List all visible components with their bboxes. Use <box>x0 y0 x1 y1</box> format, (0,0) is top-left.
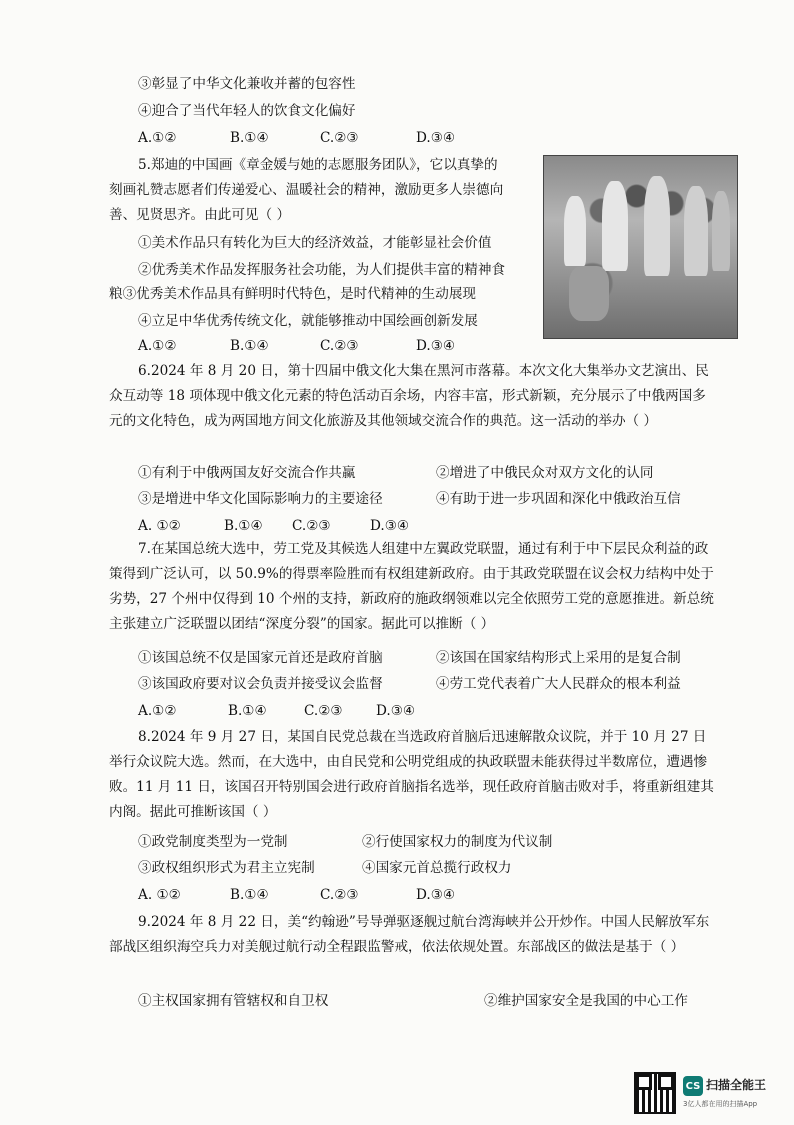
q4-choices <box>138 128 455 148</box>
choice-d: D.③④ <box>416 887 456 903</box>
q7-option-4: ④劳工党代表着广大人民群众的根本利益 <box>436 676 681 692</box>
q8-option-3: ③政权组织形式为君主立宪制 <box>138 860 315 876</box>
q8-option-4: ④国家元首总揽行政权力 <box>362 860 512 876</box>
q6-stem: 6.2024 年 8 月 20 日，第十四届中俄文化大集在黑河市落幕。本次文化大集举办文艺演出、民众互动等 18 项体现中俄文化元素的特色活动百余场，内容丰富，形式新颖，充分展示了中俄两国多元的文化特色，成为两国地方间文化旅游及其他领域交流合作的典范。这一活动的举办（ ） <box>109 363 709 429</box>
q8-stem: 8.2024 年 9 月 27 日，某国自民党总裁在当选政府首脑后迅速解散众议院，并于 10 月 27 日举行众议院大选。然而，在大选中，由自民党和公明党组成的执政联盟未能获得过半数席位，遭遇惨败。11 月 11 日，该国召开特别国会进行政府首脑指名选举，现任政府首脑击败对手，将重新组建其内阁。据此可推断该国（ ） <box>109 729 714 820</box>
choice-a: A.①② <box>138 338 177 354</box>
q7-option-1: ①该国总统不仅是国家元首还是政府首脑 <box>138 650 383 666</box>
q9-option-1: ①主权国家拥有管辖权和自卫权 <box>138 993 329 1009</box>
choice-a: A. ①② <box>138 518 181 534</box>
choice-c: C.②③ <box>304 703 343 719</box>
choice-b: B.①④ <box>230 887 269 903</box>
camscanner-logo-icon: CS <box>683 1076 703 1096</box>
q6-option-3: ③是增进中华文化国际影响力的主要途径 <box>138 491 383 507</box>
choice-b: B.①④ <box>230 130 269 146</box>
q6-choices <box>138 516 409 536</box>
q5-option-4: ④立足中华优秀传统文化，就能够推动中国绘画创新发展 <box>138 313 478 329</box>
q4-option-4: ④迎合了当代年轻人的饮食文化偏好 <box>138 103 356 119</box>
choice-c: C.②③ <box>320 130 359 146</box>
choice-d: D.③④ <box>416 338 456 354</box>
q7-choices <box>138 701 415 721</box>
choice-b: B.①④ <box>224 518 263 534</box>
q9-option-2: ②维护国家安全是我国的中心工作 <box>484 993 688 1009</box>
q7-stem: 7.在某国总统大选中，劳工党及其候选人组建中左翼政党联盟，通过有利于中下层民众利益的政策得到广泛认可，以 50.9%的得票率险胜而有权组建新政府。由于其政党联盟在议会权力结构中处于劣势，27 个州中仅得到 10 个州的支持，新政府的施政纲领难以完全依照劳工党的意愿推进。新总统主张建立广泛联盟以团结“深度分裂”的国家。据此可以推断（ ） <box>109 541 714 632</box>
q5-option-2: ②优秀美术作品发挥服务社会功能，为人们提供丰富的精神食 <box>138 262 506 278</box>
q5-choices <box>138 336 455 356</box>
qr-code-icon <box>634 1072 676 1114</box>
choice-b: B.①④ <box>228 703 267 719</box>
volunteer-painting-image <box>543 155 738 339</box>
choice-c: C.②③ <box>320 887 359 903</box>
q5-stem-line1: 5.郑迪的中国画《章金媛与她的志愿服务团队》，它以真挚的 <box>138 157 498 173</box>
choice-a: A. ①② <box>138 887 181 903</box>
q4-option-3: ③彰显了中华文化兼收并蓄的包容性 <box>138 76 356 92</box>
q5-option-1: ①美术作品只有转化为巨大的经济效益，才能彰显社会价值 <box>138 235 492 251</box>
choice-b: B.①④ <box>230 338 269 354</box>
scanner-app-name: 扫描全能王 <box>706 1078 767 1092</box>
choice-a: A.①② <box>138 703 177 719</box>
choice-d: D.③④ <box>376 703 416 719</box>
q5-option-2-cont: 粮③优秀美术作品具有鲜明时代特色，是时代精神的生动展现 <box>109 286 477 302</box>
q5-stem-line2: 刻画礼赞志愿者们传递爱心、温暖社会的精神，激励更多人崇德向 <box>109 182 504 198</box>
q9-stem: 9.2024 年 8 月 22 日，美“约翰逊”号导弹驱逐舰过航台湾海峡并公开炒作。中国人民解放军东部战区组织海空兵力对美舰过航行动全程跟监警戒，依法依规处置。东部战区的做法是基于（ ） <box>109 914 710 955</box>
choice-c: C.②③ <box>320 338 359 354</box>
choice-a: A.①② <box>138 130 177 146</box>
q7-option-2: ②该国在国家结构形式上采用的是复合制 <box>436 650 681 666</box>
q6-option-2: ②增进了中俄民众对双方文化的认同 <box>436 465 654 481</box>
q5-stem-line3: 善、见贤思齐。由此可见（ ） <box>109 207 291 223</box>
q6-option-4: ④有助于进一步巩固和深化中俄政治互信 <box>436 491 681 507</box>
q6-option-1: ①有利于中俄两国友好交流合作共赢 <box>138 465 356 481</box>
scanner-app-tagline: 3亿人都在用的扫描App <box>683 1100 758 1108</box>
q8-option-2: ②行使国家权力的制度为代议制 <box>362 834 553 850</box>
choice-d: D.③④ <box>416 130 456 146</box>
choice-c: C.②③ <box>292 518 331 534</box>
choice-d: D.③④ <box>370 518 410 534</box>
q8-choices <box>138 885 455 905</box>
q7-option-3: ③该国政府要对议会负责并接受议会监督 <box>138 676 383 692</box>
q8-option-1: ①政党制度类型为一党制 <box>138 834 288 850</box>
